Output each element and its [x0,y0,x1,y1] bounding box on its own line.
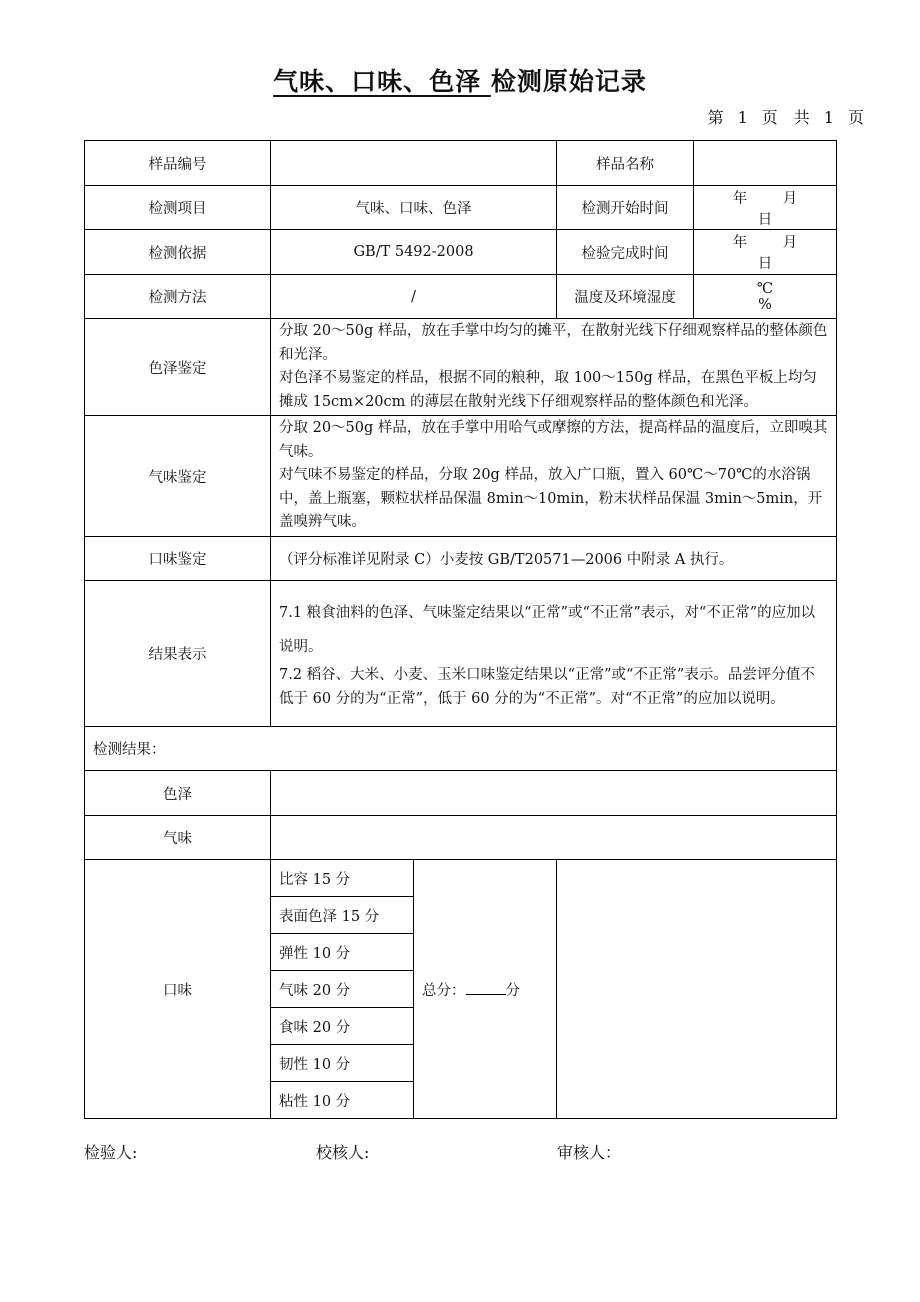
temp-unit: ℃ [756,280,774,297]
title-rest: 检测原始记录 [490,67,647,96]
total-score-unit: 分 [505,982,520,999]
page-prefix: 第 [707,108,724,127]
month-label: 月 [782,235,798,251]
finish-time-label: 检验完成时间 [557,230,694,275]
odor-test-desc [271,416,837,537]
color-test-p2: 对色泽不易鉴定的样品，根据不同的粮种，取 100～150g 样品，在黑色平板上均匀摊成 15cm×20cm 的薄层在散射光线下仔细观察样品的整体颜色和光泽。 [279,370,817,410]
env-field[interactable] [694,275,837,319]
item-label: 检测项目 [85,186,271,230]
page-title [0,62,920,98]
results-header: 检测结果： [85,727,837,771]
day-label: 日 [757,211,773,228]
taste-item: 弹性 10 分 [271,934,414,971]
color-test-desc [271,319,837,416]
inspector-label: 检验人: [84,1143,138,1162]
start-date-field[interactable] [694,186,837,230]
result-color-label: 色泽 [85,771,271,816]
title-underlined: 气味、口味、色泽 [273,67,491,96]
day-label: 日 [757,256,773,272]
method-value: / [271,275,557,319]
taste-item: 气味 20 分 [271,971,414,1008]
total-score-label: 总分： [422,982,466,999]
result-expr-p2: 7.2 稻谷、大米、小麦、玉米口味鉴定结果以“正常”或“不正常”表示。品尝评分值不低于 60 分的为“正常”，低于 60 分的为“不正常”。对“不正常”的应加以说明。 [279,667,815,707]
odor-test-p2: 对气味不易鉴定的样品，分取 20g 样品，放入广口瓶，置入 60℃～70℃的水浴锅中，盖上瓶塞，颗粒状样品保温 8min～10min，粉末状样品保温 3min～5min，开盖嗅辨气味。 [279,467,823,531]
color-test-label: 色泽鉴定 [85,319,271,416]
result-expr-desc [271,581,837,727]
odor-test-label: 气味鉴定 [85,416,271,537]
taste-item: 比容 15 分 [271,860,414,897]
page-current: 1 [737,108,748,127]
reviewer-label: 审核人： [557,1143,622,1162]
record-table [84,140,837,1119]
page-number [694,105,864,128]
taste-test-label: 口味鉴定 [85,537,271,581]
result-color-field[interactable] [271,771,837,816]
finish-date-field[interactable] [694,230,837,275]
page-middle: 页 共 [761,108,810,127]
taste-item: 粘性 10 分 [271,1082,414,1119]
start-time-label: 检测开始时间 [557,186,694,230]
sample-no-field[interactable] [271,141,557,186]
item-value: 气味、口味、色泽 [271,186,557,230]
year-label: 年 [732,235,748,251]
total-score-field[interactable] [466,980,506,995]
odor-test-p1: 分取 20～50g 样品，放在手掌中用哈气或摩擦的方法，提高样品的温度后，立即嗅其气味。 [279,420,828,460]
color-test-p1: 分取 20～50g 样品，放在手掌中均匀的摊平，在散射光线下仔细观察样品的整体颜色和光泽。 [279,323,828,363]
basis-value: GB/T 5492-2008 [271,230,557,275]
method-label: 检测方法 [85,275,271,319]
sample-no-label: 样品编号 [85,141,271,186]
year-label: 年 [732,190,748,207]
taste-item: 韧性 10 分 [271,1045,414,1082]
basis-label: 检测依据 [85,230,271,275]
month-label: 月 [782,190,798,207]
env-label: 温度及环境湿度 [557,275,694,319]
result-odor-field[interactable] [271,816,837,860]
sample-name-field[interactable] [694,141,837,186]
taste-item: 表面色泽 15 分 [271,897,414,934]
taste-remarks-field[interactable] [557,860,837,1119]
sample-name-label: 样品名称 [557,141,694,186]
total-score-cell [414,860,557,1119]
page-total: 1 [823,108,834,127]
checker-label: 校核人: [316,1143,370,1162]
humidity-unit: % [758,296,772,313]
result-odor-label: 气味 [85,816,271,860]
result-taste-label: 口味 [85,860,271,1119]
page-suffix: 页 [847,108,864,127]
taste-test-desc: （评分标准详见附录 C）小麦按 GB/T20571—2006 中附录 A 执行。 [271,537,837,581]
taste-item: 食味 20 分 [271,1008,414,1045]
result-expr-p1: 7.1 粮食油料的色泽、气味鉴定结果以“正常”或“不正常”表示，对“不正常”的应加以说明。 [279,605,816,655]
result-expr-label: 结果表示 [85,581,271,727]
